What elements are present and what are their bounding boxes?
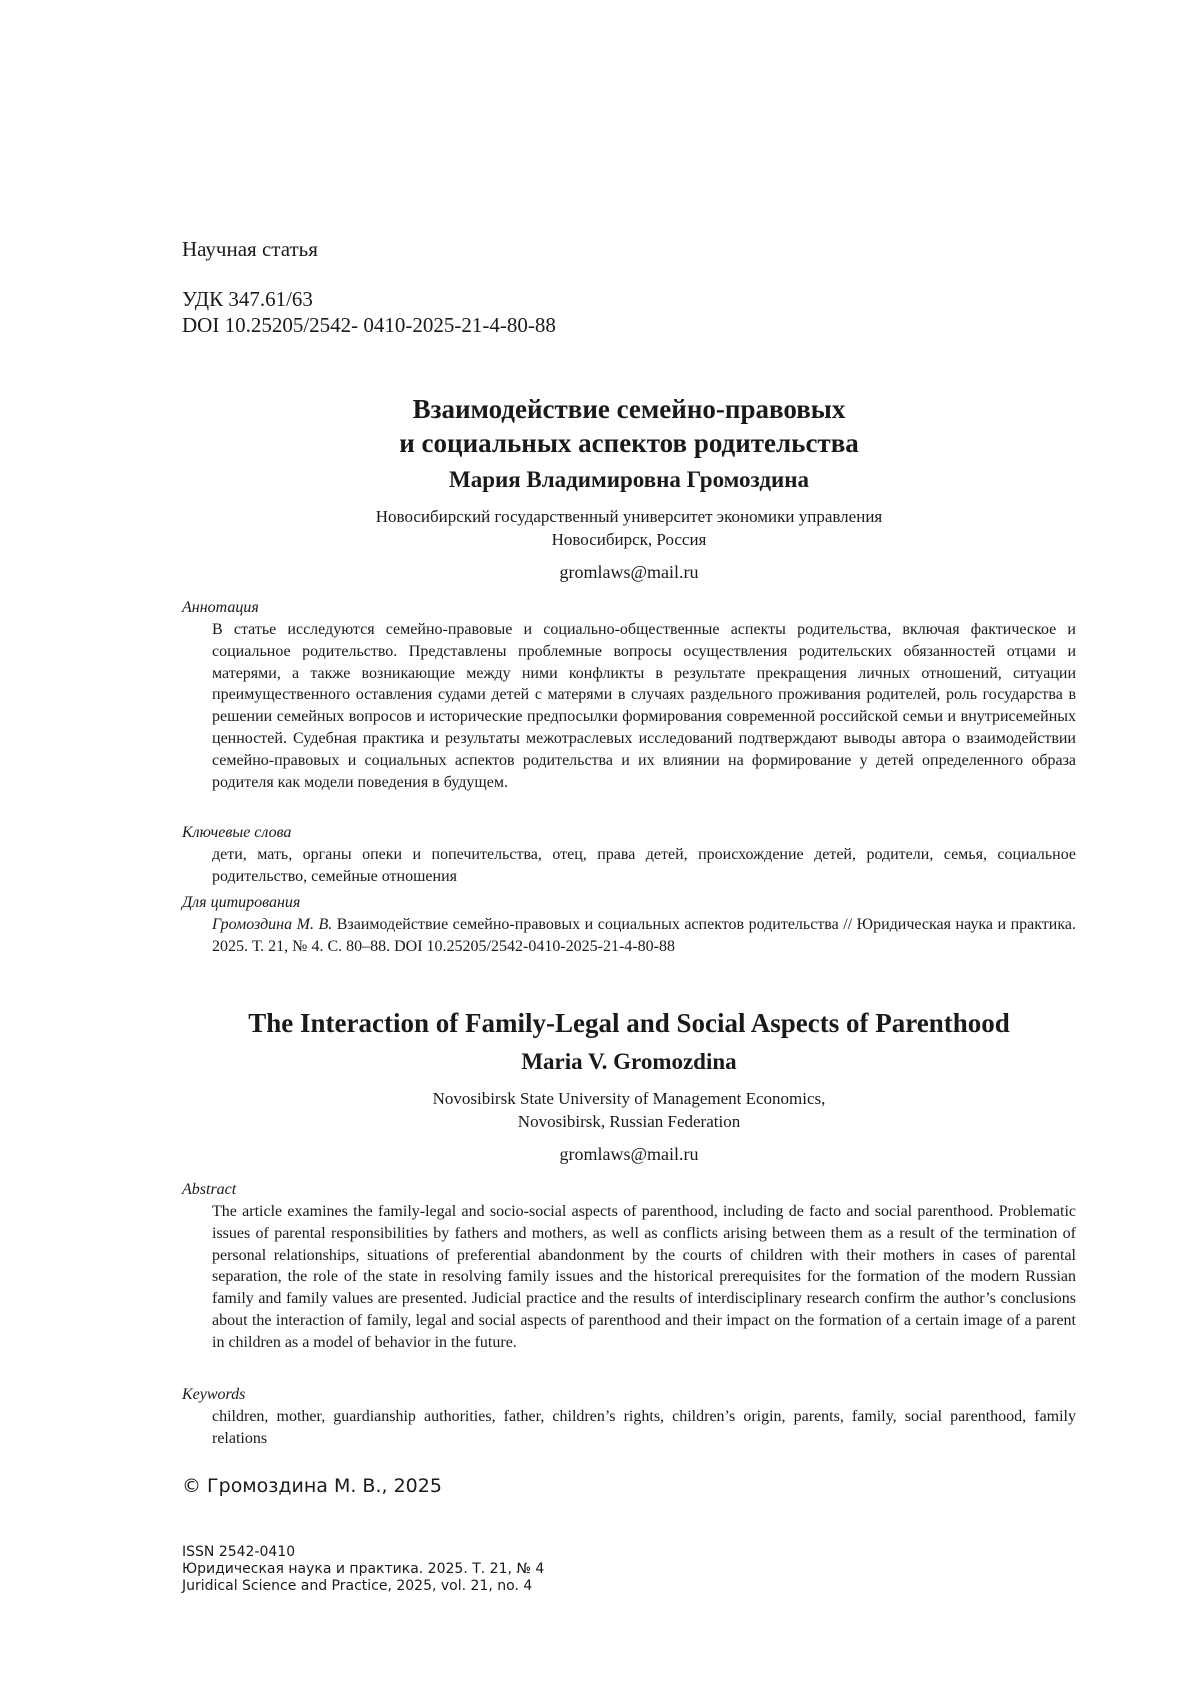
email-en: gromlaws@mail.ru xyxy=(559,1144,699,1164)
keywords-text-en: children, mother, guardianship authorities, father, children’s rights, children’s origin, parents, family, social parenthood, family relations xyxy=(212,1408,1076,1447)
affiliation-en-line2: Novosibirsk, Russian Federation xyxy=(517,1112,741,1131)
abstract-label-en: Abstract xyxy=(182,1181,237,1198)
abstract-label-ru: Аннотация xyxy=(182,599,259,616)
keywords-label-ru: Ключевые слова xyxy=(182,824,292,841)
author-ru: Мария Владимировна Громоздина xyxy=(448,467,809,492)
citation-text: Взаимодействие семейно-правовых и социальных аспектов родительства // Юридическая наука и практика. 2025. Т. 21, № 4. С. 80–88. DOI 10.25205/2542-0410-2025-21-4-80-88 xyxy=(212,916,1076,955)
citation-ru xyxy=(212,914,1076,958)
keywords-label-en: Keywords xyxy=(182,1386,246,1403)
citation-label-ru: Для цитирования xyxy=(182,894,301,911)
citation-author: Громоздина М. В. xyxy=(212,916,333,933)
footer-journal-en: Juridical Science and Practice, 2025, vol. 21, no. 4 xyxy=(182,1578,533,1594)
udc-code: УДК 347.61/63 xyxy=(182,287,313,311)
title-en: The Interaction of Family-Legal and Social Aspects of Parenthood xyxy=(248,1008,1010,1038)
doi: DOI 10.25205/2542- 0410-2025-21-4-80-88 xyxy=(182,313,556,337)
affiliation-ru-line2: Новосибирск, Россия xyxy=(551,530,707,549)
footer-issn: ISSN 2542-0410 xyxy=(182,1544,296,1560)
keywords-text-ru: дети, мать, органы опеки и попечительства, отец, права детей, происхождение детей, родители, семья, социальное родительство, семейные отношения xyxy=(212,846,1076,885)
affiliation-ru-line1: Новосибирский государственный университет экономики управления xyxy=(375,507,883,526)
abstract-text-ru: В статье исследуются семейно-правовые и социально-общественные аспекты родительства, включая фактическое и социальное родительство. Представлены проблемные вопросы осуществления родительских обязанностей отцами и матерями, а также возникающие между ними конфликты в результате прекращения личных отношений, ситуации преимущественного оставления судами детей с матерями в случаях раздельного проживания родителей, роль государства в решении семейных вопросов и исторические предпосылки формирования современной российской семьи и внутрисемейных ценностей. Судебная практика и результаты межотраслевых исследований подтверждают выводы автора о взаимодействии семейно-правовых и социальных аспектов родительства и их влиянии на формирование у детей определенного образа родителя как модели поведения в будущем. xyxy=(212,621,1076,791)
copyright: © Громоздина М. В., 2025 xyxy=(182,1475,442,1497)
footer-journal-ru: Юридическая наука и практика. 2025. Т. 21, № 4 xyxy=(182,1561,545,1577)
title-ru-line2: и социальных аспектов родительства xyxy=(399,428,859,458)
affiliation-en-line1: Novosibirsk State University of Management Economics, xyxy=(432,1089,826,1108)
affiliation-en xyxy=(182,1087,1076,1133)
abstract-text-en: The article examines the family-legal and socio-social aspects of parenthood, including de facto and social parenthood. Problematic issues of parental responsibilities by fathers and mothers, as well as conflicts arising between them as a result of the termination of personal relationships, situations of preferential abandonment by the courts of children with their mothers in cases of parental separation, the role of the state in resolving family issues and the historical prerequisites for the formation of the modern Russian family and family values are presented. Judicial practice and the results of interdisciplinary research confirm the author’s conclusions about the interaction of family, legal and social aspects of parenthood and their impact on the formation of a certain image of a parent in children as a model of behavior in the future. xyxy=(212,1203,1076,1351)
author-en: Maria V. Gromozdina xyxy=(521,1049,737,1074)
affiliation-ru xyxy=(182,505,1076,551)
email-ru: gromlaws@mail.ru xyxy=(559,562,699,582)
article-type: Научная статья xyxy=(182,237,318,261)
title-ru-line1: Взаимодействие семейно-правовых xyxy=(412,394,846,424)
title-ru xyxy=(182,392,1076,460)
